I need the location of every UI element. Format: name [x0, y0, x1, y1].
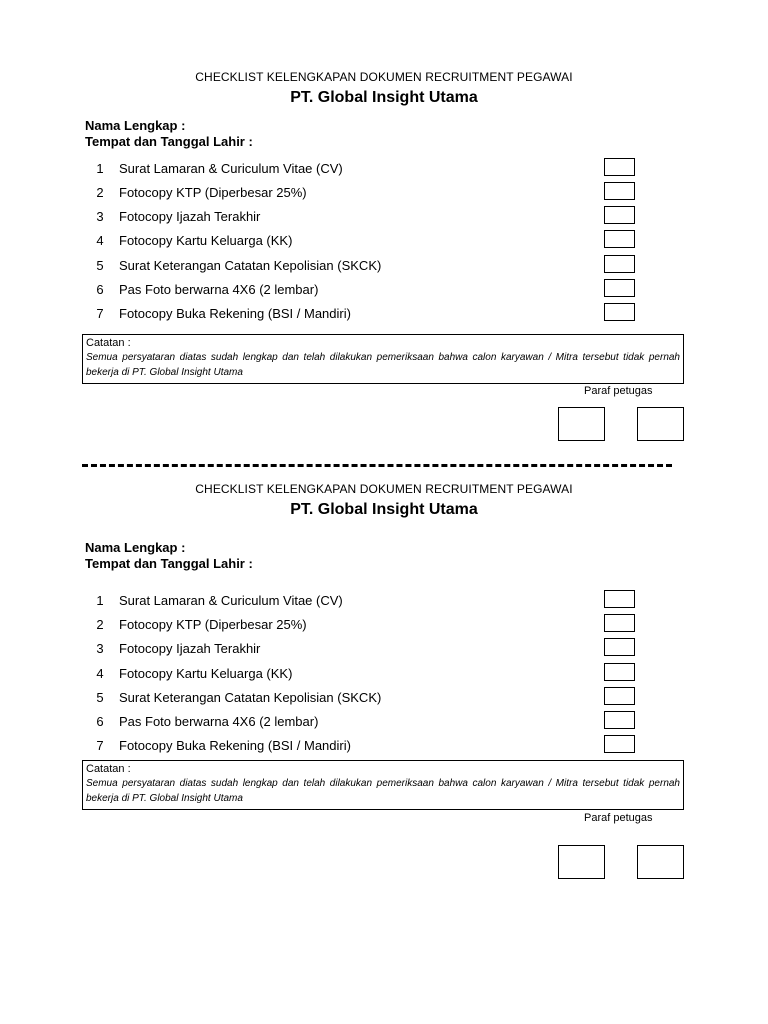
checklist-item — [0, 711, 768, 735]
notes-label: Catatan : — [86, 337, 131, 349]
item-number: 6 — [96, 282, 104, 297]
item-checkbox[interactable] — [604, 687, 635, 705]
name-label: Nama Lengkap : — [85, 540, 186, 555]
name-label: Nama Lengkap : — [85, 118, 186, 133]
cut-line-divider — [82, 464, 672, 467]
item-label: Fotocopy KTP (Diperbesar 25%) — [119, 185, 307, 200]
item-label: Fotocopy Kartu Keluarga (KK) — [119, 233, 293, 248]
notes-text: Semua persyataran diatas sudah lengkap dan telah dilakukan pemeriksaan bahwa calon karyawan / Mitra tersebut tidak pernah bekerja di PT. Global Insight Utama — [86, 352, 680, 378]
item-number: 1 — [96, 161, 104, 176]
paraf-label: Paraf petugas — [584, 812, 653, 824]
item-checkbox[interactable] — [604, 711, 635, 729]
company-name: PT. Global Insight Utama — [290, 89, 478, 106]
item-label: Surat Lamaran & Curiculum Vitae (CV) — [119, 593, 343, 608]
item-label: Fotocopy Kartu Keluarga (KK) — [119, 666, 293, 681]
item-label: Fotocopy Ijazah Terakhir — [119, 209, 261, 224]
item-checkbox[interactable] — [604, 638, 635, 656]
birth-label: Tempat dan Tanggal Lahir : — [85, 134, 253, 149]
checklist-item — [0, 614, 768, 638]
document-header: CHECKLIST KELENGKAPAN DOKUMEN RECRUITMENT PEGAWAI — [195, 70, 573, 84]
checklist-item — [0, 687, 768, 711]
item-number: 4 — [96, 233, 104, 248]
company-name: PT. Global Insight Utama — [290, 501, 478, 518]
item-checkbox[interactable] — [604, 590, 635, 608]
checklist-item — [0, 638, 768, 662]
item-number: 1 — [96, 593, 104, 608]
checklist-item — [0, 663, 768, 687]
item-label: Fotocopy Buka Rekening (BSI / Mandiri) — [119, 738, 351, 753]
item-label: Fotocopy KTP (Diperbesar 25%) — [119, 617, 307, 632]
notes-label: Catatan : — [86, 763, 131, 775]
item-label: Surat Lamaran & Curiculum Vitae (CV) — [119, 161, 343, 176]
signature-box[interactable] — [558, 845, 605, 879]
item-label: Fotocopy Ijazah Terakhir — [119, 641, 261, 656]
item-number: 5 — [96, 258, 104, 273]
item-number: 7 — [96, 306, 104, 321]
item-number: 6 — [96, 714, 104, 729]
item-checkbox[interactable] — [604, 614, 635, 632]
item-number: 3 — [96, 209, 104, 224]
item-label: Surat Keterangan Catatan Kepolisian (SKCK) — [119, 690, 382, 705]
document-header: CHECKLIST KELENGKAPAN DOKUMEN RECRUITMENT PEGAWAI — [195, 482, 573, 496]
item-label: Surat Keterangan Catatan Kepolisian (SKCK) — [119, 258, 382, 273]
item-checkbox[interactable] — [604, 735, 635, 753]
item-label: Pas Foto berwarna 4X6 (2 lembar) — [119, 282, 319, 297]
checklist-item — [0, 735, 768, 759]
item-label: Pas Foto berwarna 4X6 (2 lembar) — [119, 714, 319, 729]
item-checkbox[interactable] — [604, 663, 635, 681]
item-number: 3 — [96, 641, 104, 656]
item-number: 2 — [96, 185, 104, 200]
item-number: 2 — [96, 617, 104, 632]
item-label: Fotocopy Buka Rekening (BSI / Mandiri) — [119, 306, 351, 321]
notes-text: Semua persyataran diatas sudah lengkap dan telah dilakukan pemeriksaan bahwa calon karyawan / Mitra tersebut tidak pernah bekerja di PT. Global Insight Utama — [86, 778, 680, 804]
notes-box — [82, 760, 684, 810]
birth-label: Tempat dan Tanggal Lahir : — [85, 556, 253, 571]
item-number: 5 — [96, 690, 104, 705]
signature-box[interactable] — [637, 845, 684, 879]
item-number: 7 — [96, 738, 104, 753]
item-number: 4 — [96, 666, 104, 681]
checklist-item — [0, 590, 768, 614]
paraf-label: Paraf petugas — [584, 385, 653, 397]
